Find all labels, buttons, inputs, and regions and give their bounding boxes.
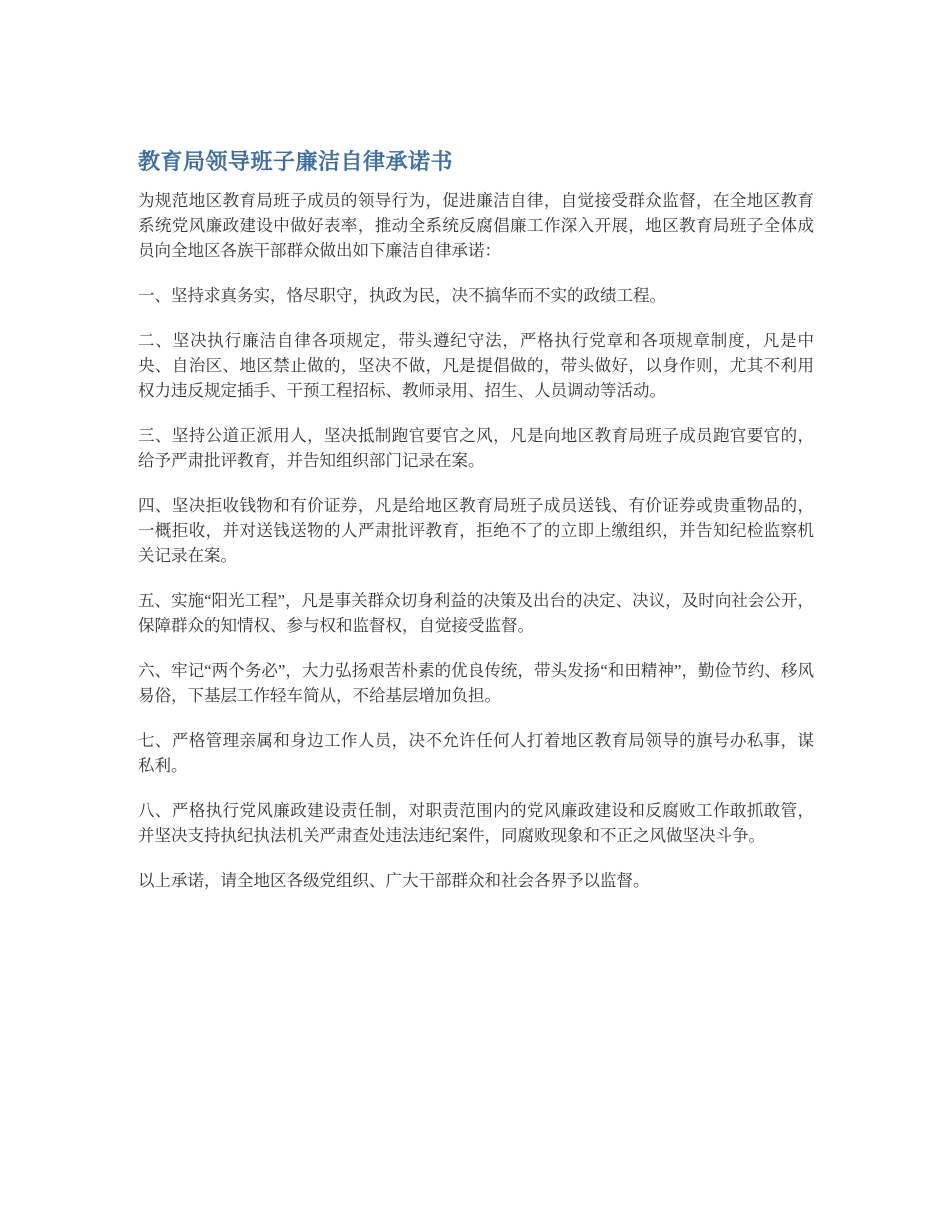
paragraph-item-1: 一、坚持求真务实，恪尽职守，执政为民，决不搞华而不实的政绩工程。	[138, 286, 666, 305]
paragraph-item-2: 二、坚决执行廉洁自律各项规定，带头遵纪守法，严格执行党章和各项规章制度，凡是中央、自治区、地区禁止做的，坚决不做，凡是提倡做的，带头做好，以身作则，尤其不利用权力违反规定插手、干预工程招标、教师录用、招生、人员调动等活动。	[138, 331, 814, 400]
document-page	[138, 148, 814, 913]
paragraph-item-6: 六、牢记“两个务必”，大力弘扬艰苦朴素的优良传统，带头发扬“和田精神”，勤俭节约、移风易俗，下基层工作轻车简从，不给基层增加负担。	[138, 661, 814, 705]
paragraph-item-5: 五、实施“阳光工程”，凡是事关群众切身利益的决策及出台的决定、决议，及时向社会公开，保障群众的知情权、参与权和监督权，自觉接受监督。	[138, 591, 814, 635]
page-title: 教育局领导班子廉洁自律承诺书	[138, 149, 454, 174]
paragraph-item-7: 七、严格管理亲属和身边工作人员，决不允许任何人打着地区教育局领导的旗号办私事，谋私利。	[138, 731, 814, 775]
document-body	[138, 188, 814, 893]
paragraph-item-4: 四、坚决拒收钱物和有价证券，凡是给地区教育局班子成员送钱、有价证券或贵重物品的，一概拒收，并对送钱送物的人严肃批评教育，拒绝不了的立即上缴组织，并告知纪检监察机关记录在案。	[138, 496, 814, 565]
paragraph-item-3: 三、坚持公道正派用人，坚决抵制跑官要官之风，凡是向地区教育局班子成员跑官要官的，给予严肃批评教育，并告知组织部门记录在案。	[138, 426, 814, 470]
paragraph-item-8: 八、严格执行党风廉政建设责任制，对职责范围内的党风廉政建设和反腐败工作敢抓敢管，并坚决支持执纪执法机关严肃查处违法违纪案件，同腐败现象和不正之风做坚决斗争。	[138, 801, 814, 845]
closing-paragraph: 以上承诺，请全地区各级党组织、广大干部群众和社会各界予以监督。	[138, 871, 650, 890]
intro-paragraph: 为规范地区教育局班子成员的领导行为，促进廉洁自律，自觉接受群众监督，在全地区教育系统党风廉政建设中做好表率，推动全系统反腐倡廉工作深入开展，地区教育局班子全体成员向全地区各族干部群众做出如下廉洁自律承诺：	[138, 191, 814, 260]
